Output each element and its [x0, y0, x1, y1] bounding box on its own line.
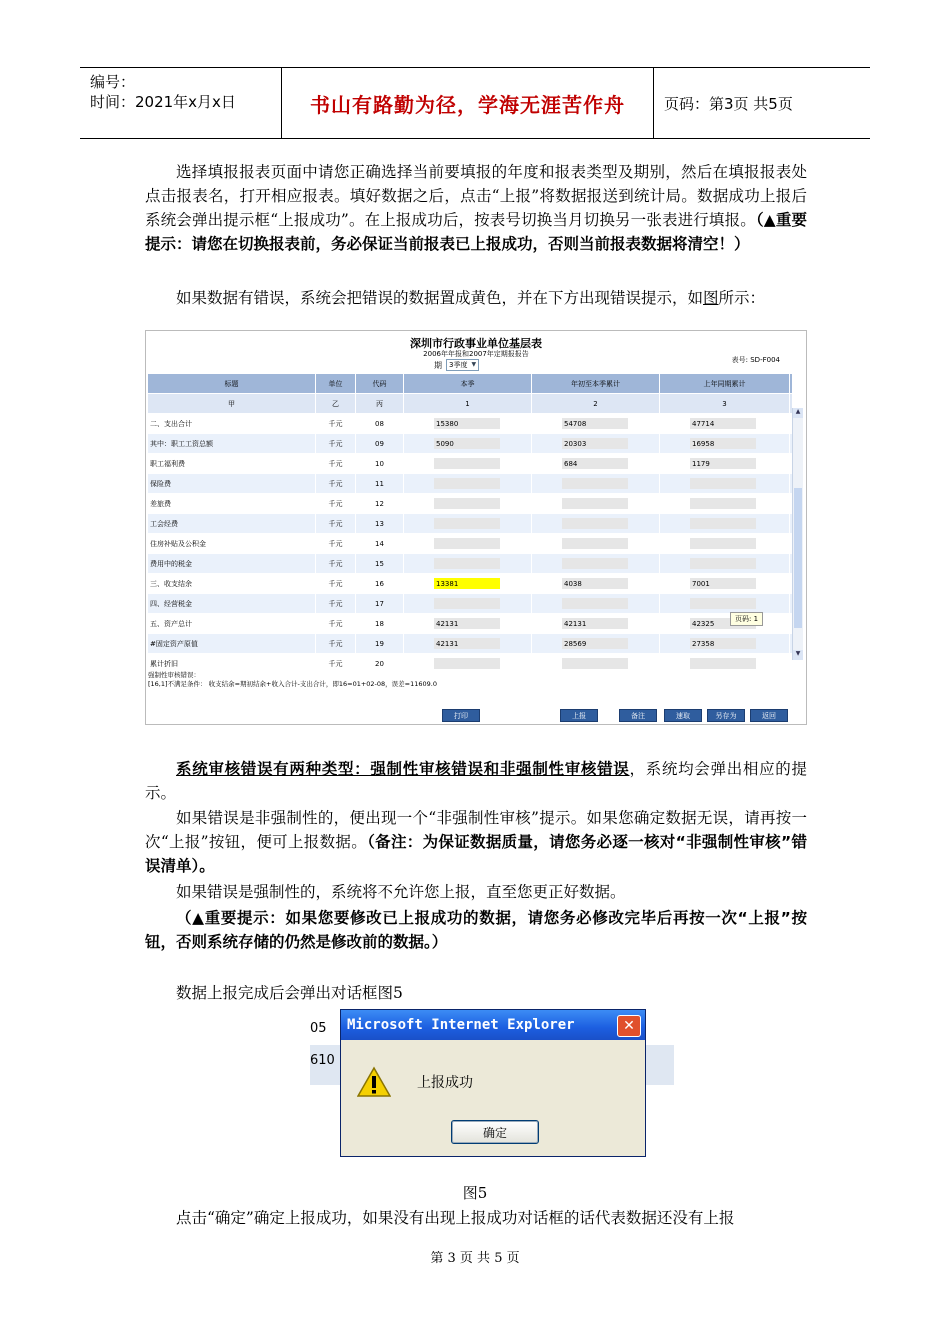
row-label: 二、支出合计 — [148, 414, 316, 433]
non-mandatory-note: （备注：为保证数据质量，请您务必逐一核对“非强制性审核”错误清单）。 — [145, 833, 807, 875]
report-screenshot — [145, 330, 807, 725]
paragraph-mandatory — [145, 880, 807, 904]
row-label: 差旅费 — [148, 494, 316, 513]
value-input[interactable] — [690, 498, 756, 509]
row-label: 职工福利费 — [148, 454, 316, 473]
value-input[interactable] — [562, 658, 628, 669]
save-as-button[interactable]: 另存为 — [707, 709, 745, 722]
value-input[interactable] — [434, 558, 500, 569]
value-cell — [660, 574, 790, 593]
paragraph-error-types — [145, 757, 807, 805]
header-motto: 书山有路勤为径，学海无涯苦作舟 — [282, 68, 654, 138]
grid-subheader-row — [148, 394, 792, 414]
back-button[interactable]: 返回 — [750, 709, 788, 722]
value-cell — [404, 414, 532, 433]
value-cell — [404, 534, 532, 553]
value-cell — [532, 574, 660, 593]
row-code: 17 — [356, 594, 404, 613]
row-label: 保险费 — [148, 474, 316, 493]
row-code: 11 — [356, 474, 404, 493]
value-input[interactable] — [562, 598, 628, 609]
row-code: 13 — [356, 514, 404, 533]
col-subheader: 1 — [404, 394, 532, 413]
value-cell — [404, 454, 532, 473]
value-input[interactable]: 16958 — [690, 438, 756, 449]
report-grid — [148, 374, 792, 674]
error-line: [16,1]不满足条件： 收支结余=期初结余+收入合计-支出合计，即16=01+02-08，误差=11609.0 — [148, 680, 437, 688]
value-cell — [404, 494, 532, 513]
value-cell — [404, 594, 532, 613]
intro-important: （▲重要提示：请您在切换报表前，务必保证当前报表已上报成功，否则当前报表数据将清空！） — [145, 211, 807, 253]
paragraph-confirm — [145, 1206, 807, 1230]
row-unit: 千元 — [316, 614, 356, 633]
value-cell — [532, 434, 660, 453]
value-cell — [660, 554, 790, 573]
row-label: 工会经费 — [148, 514, 316, 533]
period-selector — [434, 359, 479, 371]
value-input[interactable] — [562, 558, 628, 569]
figure-link[interactable]: 图 — [703, 289, 719, 307]
value-input[interactable]: 5090 — [434, 438, 500, 449]
period-select[interactable] — [446, 359, 479, 371]
scroll-up-icon[interactable]: ▲ — [793, 408, 803, 418]
col-subheader: 3 — [660, 394, 790, 413]
table-row — [148, 494, 792, 514]
row-label: 累计折旧 — [148, 654, 316, 673]
row-label: #固定资产原值 — [148, 634, 316, 653]
paragraph-modify-warning — [145, 906, 807, 954]
dialog-message: 上报成功 — [417, 1075, 473, 1091]
value-cell — [660, 654, 790, 673]
warning-icon — [357, 1066, 391, 1098]
value-cell — [532, 494, 660, 513]
header-page-label: 页码：第3页 共5页 — [664, 94, 793, 113]
value-input[interactable] — [562, 498, 628, 509]
col-header: 上年同期累计 — [660, 374, 790, 393]
value-cell — [660, 414, 790, 433]
close-icon[interactable]: ✕ — [617, 1015, 641, 1037]
value-input[interactable] — [434, 458, 500, 469]
error-intro-tail: 所示： — [718, 289, 766, 307]
value-cell — [532, 474, 660, 493]
row-unit: 千元 — [316, 634, 356, 653]
dialog-title: Microsoft Internet Explorer — [341, 1010, 645, 1040]
col-header: 年初至本季累计 — [532, 374, 660, 393]
value-input[interactable] — [690, 558, 756, 569]
row-unit: 千元 — [316, 574, 356, 593]
value-cell — [660, 594, 790, 613]
row-unit: 千元 — [316, 434, 356, 453]
table-row — [148, 594, 792, 614]
value-input[interactable]: 7001 — [690, 578, 756, 589]
table-row — [148, 574, 792, 594]
value-cell — [660, 454, 790, 473]
value-cell — [660, 534, 790, 553]
value-cell — [532, 594, 660, 613]
value-cell — [532, 554, 660, 573]
value-cell — [404, 634, 532, 653]
table-row — [148, 514, 792, 534]
value-input[interactable] — [690, 658, 756, 669]
row-unit: 千元 — [316, 514, 356, 533]
table-row — [148, 534, 792, 554]
row-label: 四、经营税金 — [148, 594, 316, 613]
value-cell — [660, 474, 790, 493]
period-value: 3季度 — [449, 361, 468, 369]
value-input[interactable]: 42131 — [434, 618, 500, 629]
value-cell — [532, 634, 660, 653]
value-cell — [404, 434, 532, 453]
non-mandatory-text: 如果错误是非强制性的，便出现一个“非强制性审核”提示。如果您确定数据无误，请再按一次“上报”按钮，便可上报数据。 — [145, 809, 807, 851]
scroll-thumb[interactable] — [794, 488, 802, 628]
value-input[interactable] — [562, 518, 628, 529]
row-code: 20 — [356, 654, 404, 673]
dialog-intro-text: 数据上报完成后会弹出对话框图5 — [176, 984, 403, 1002]
value-cell — [404, 474, 532, 493]
modify-warning-text: （▲重要提示：如果您要修改已上报成功的数据，请您务必修改完毕后再按一次“上报”按钮，否则系统存储的仍然是修改前的数据。） — [145, 909, 807, 951]
report-subtitle: 2006年年报和2007年定期报报告 — [423, 350, 529, 358]
col-header: 代码 — [356, 374, 404, 393]
paragraph-intro — [145, 160, 807, 256]
page-tooltip: 页码: 1 — [730, 612, 763, 626]
value-input[interactable] — [434, 518, 500, 529]
value-input[interactable] — [562, 478, 628, 489]
row-unit: 千元 — [316, 654, 356, 673]
value-input[interactable]: 42131 — [562, 618, 628, 629]
grid-scrollbar[interactable] — [792, 408, 803, 660]
value-input[interactable]: 1179 — [690, 458, 756, 469]
error-intro-text: 如果数据有错误，系统会把错误的数据置成黄色，并在下方出现错误提示，如 — [176, 289, 704, 307]
page-footer: 第 3 页 共 5 页 — [430, 1251, 520, 1266]
row-label: 其中：职工工资总额 — [148, 434, 316, 453]
value-input[interactable]: 54708 — [562, 418, 628, 429]
table-row — [148, 554, 792, 574]
value-input[interactable]: 42131 — [434, 638, 500, 649]
row-unit: 千元 — [316, 534, 356, 553]
row-label: 住房补贴及公积金 — [148, 534, 316, 553]
value-cell — [660, 434, 790, 453]
value-input[interactable] — [434, 538, 500, 549]
row-code: 10 — [356, 454, 404, 473]
value-input[interactable]: 28569 — [562, 638, 628, 649]
value-input[interactable] — [434, 598, 500, 609]
value-input[interactable]: 684 — [562, 458, 628, 469]
row-unit: 千元 — [316, 494, 356, 513]
row-code: 16 — [356, 574, 404, 593]
value-input[interactable]: 20303 — [562, 438, 628, 449]
page-header — [80, 67, 870, 139]
ok-button[interactable]: 确定 — [451, 1120, 539, 1144]
row-unit: 千元 — [316, 594, 356, 613]
row-unit: 千元 — [316, 414, 356, 433]
error-panel — [148, 671, 437, 689]
row-unit: 千元 — [316, 454, 356, 473]
table-row — [148, 454, 792, 474]
remark-button[interactable]: 备注 — [619, 709, 657, 722]
paragraph-error-intro — [145, 286, 807, 310]
intro-text: 选择填报报表页面中请您正确选择当前要填报的年度和报表类型及期别，然后在填报报表处点击报表名，打开相应报表。填好数据之后，点击“上报”将数据报送到统计局。数据成功上报后系统会弹出提示框“上报成功”。在上报成功后，按表号切换当月切换另一张表进行填报。 — [145, 163, 807, 229]
value-cell — [532, 454, 660, 473]
row-code: 14 — [356, 534, 404, 553]
table-row — [148, 614, 792, 634]
row-code: 09 — [356, 434, 404, 453]
confirm-text: 点击“确定”确定上报成功，如果没有出现上报成功对话框的话代表数据还没有上报 — [176, 1209, 735, 1227]
table-code: 表号: SD-F004 — [731, 356, 780, 364]
header-left — [80, 68, 282, 138]
value-input[interactable] — [434, 498, 500, 509]
grid-body — [148, 414, 792, 674]
value-input[interactable]: 15380 — [434, 418, 500, 429]
table-row — [148, 634, 792, 654]
time-label: 时间：2021年x月x日 — [90, 93, 236, 111]
print-button[interactable]: 打印 — [442, 709, 480, 722]
col-header: 本季 — [404, 374, 532, 393]
value-cell — [404, 574, 532, 593]
table-row — [148, 474, 792, 494]
value-cell — [660, 614, 790, 633]
dialog-screenshot — [310, 1005, 674, 1157]
value-input[interactable]: 13381 — [434, 578, 500, 589]
mandatory-text: 如果错误是强制性的，系统将不允许您上报，直至您更正好数据。 — [176, 883, 626, 901]
value-input[interactable]: 4038 — [562, 578, 628, 589]
value-input[interactable] — [690, 598, 756, 609]
report-title: 深圳市行政事业单位基层表 — [410, 337, 542, 350]
table-row — [148, 434, 792, 454]
row-code: 08 — [356, 414, 404, 433]
row-unit: 千元 — [316, 474, 356, 493]
error-title: 强制性审核错误： — [148, 671, 200, 679]
submit-button[interactable]: 上报 — [560, 709, 598, 722]
alert-dialog — [340, 1009, 646, 1157]
figure-caption: 图5 — [462, 1184, 488, 1202]
col-subheader: 甲 — [148, 394, 316, 413]
value-input[interactable] — [562, 538, 628, 549]
value-input[interactable] — [690, 538, 756, 549]
value-input[interactable] — [690, 478, 756, 489]
value-cell — [404, 614, 532, 633]
paragraph-non-mandatory — [145, 806, 807, 878]
table-row — [148, 414, 792, 434]
number-label: 编号： — [90, 73, 136, 91]
value-cell — [532, 614, 660, 633]
value-cell — [404, 554, 532, 573]
row-code: 18 — [356, 614, 404, 633]
col-subheader: 丙 — [356, 394, 404, 413]
paragraph-dialog-intro — [145, 981, 807, 1005]
col-subheader: 2 — [532, 394, 660, 413]
value-input[interactable] — [690, 518, 756, 529]
fetch-button[interactable]: 速取 — [664, 709, 702, 722]
value-cell — [404, 514, 532, 533]
row-code: 12 — [356, 494, 404, 513]
value-input[interactable]: 42325 — [690, 618, 756, 629]
value-cell — [532, 534, 660, 553]
value-input[interactable]: 47714 — [690, 418, 756, 429]
row-label: 三、收支结余 — [148, 574, 316, 593]
value-input[interactable] — [434, 658, 500, 669]
value-cell — [660, 514, 790, 533]
value-input[interactable]: 27358 — [690, 638, 756, 649]
value-cell — [660, 494, 790, 513]
row-code: 15 — [356, 554, 404, 573]
row-label: 五、资产总计 — [148, 614, 316, 633]
col-header: 单位 — [316, 374, 356, 393]
row-label: 费用中的税金 — [148, 554, 316, 573]
value-input[interactable] — [434, 478, 500, 489]
bg-cell-text: 05 — [310, 1021, 327, 1036]
bg-cell-text: 610 — [310, 1053, 335, 1068]
value-cell — [532, 414, 660, 433]
scroll-down-icon[interactable]: ▼ — [793, 650, 803, 660]
chevron-down-icon: ▼ — [471, 361, 477, 368]
value-cell — [660, 634, 790, 653]
row-code: 19 — [356, 634, 404, 653]
col-subheader: 乙 — [316, 394, 356, 413]
value-cell — [532, 514, 660, 533]
row-unit: 千元 — [316, 554, 356, 573]
grid-header-row — [148, 374, 792, 394]
error-types-text: ，系统均会弹出相应的提示。 — [145, 760, 807, 802]
period-label: 期 — [434, 360, 442, 370]
col-header: 标题 — [148, 374, 316, 393]
error-types-heading: 系统审核错误有两种类型：强制性审核错误和非强制性审核错误 — [176, 760, 630, 778]
value-cell — [532, 654, 660, 673]
